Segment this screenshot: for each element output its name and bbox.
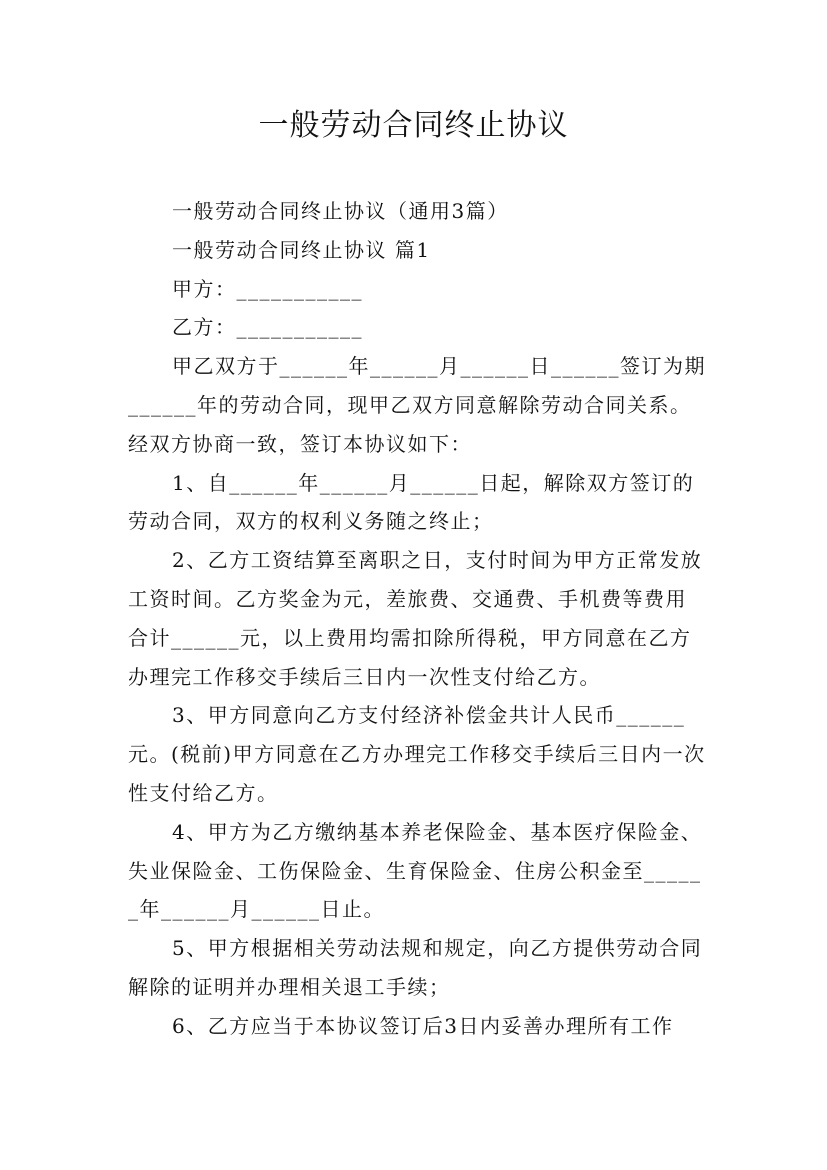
document-title: 一般劳动合同终止协议	[258, 108, 569, 143]
paragraph-clause-2: 2、乙方工资结算至离职之日，支付时间为甲方正常发放工资时间。乙方奖金为元，差旅费、交通费、手机费等费用合计______元，以上费用均需扣除所得税，甲方同意在乙方办理完工作移交手续后三日内一次性支付给乙方。	[128, 548, 703, 689]
paragraph-section-title: 一般劳动合同终止协议 篇1	[172, 237, 431, 262]
paragraph-clause-3: 3、甲方同意向乙方支付经济补偿金共计人民币______元。(税前)甲方同意在乙方办理完工作移交手续后三日内一次性支付给乙方。	[128, 703, 706, 805]
paragraph-clause-5: 5、甲方根据相关劳动法规和规定，向乙方提供劳动合同解除的证明并办理相关退工手续；	[128, 936, 703, 999]
paragraph-preamble: 甲乙双方于______年______月______日______签订为期______年的劳动合同，现甲乙双方同意解除劳动合同关系。经双方协商一致，签订本协议如下：	[128, 354, 706, 456]
paragraph-party-a: 甲方：___________	[172, 276, 363, 301]
paragraph-party-b: 乙方：___________	[172, 315, 363, 340]
paragraph-heading: 一般劳动合同终止协议（通用3篇）	[172, 199, 509, 223]
paragraph-clause-1: 1、自______年______月______日起，解除双方签订的劳动合同，双方的权利义务随之终止；	[128, 470, 695, 534]
document-body	[128, 192, 708, 1046]
paragraph-clause-4: 4、甲方为乙方缴纳基本养老保险金、基本医疗保险金、失业保险金、工伤保险金、生育保险金、住房公积金至______年______月______日止。	[128, 819, 703, 922]
paragraph-clause-6: 6、乙方应当于本协议签订后3日内妥善办理所有工作	[172, 1013, 674, 1038]
